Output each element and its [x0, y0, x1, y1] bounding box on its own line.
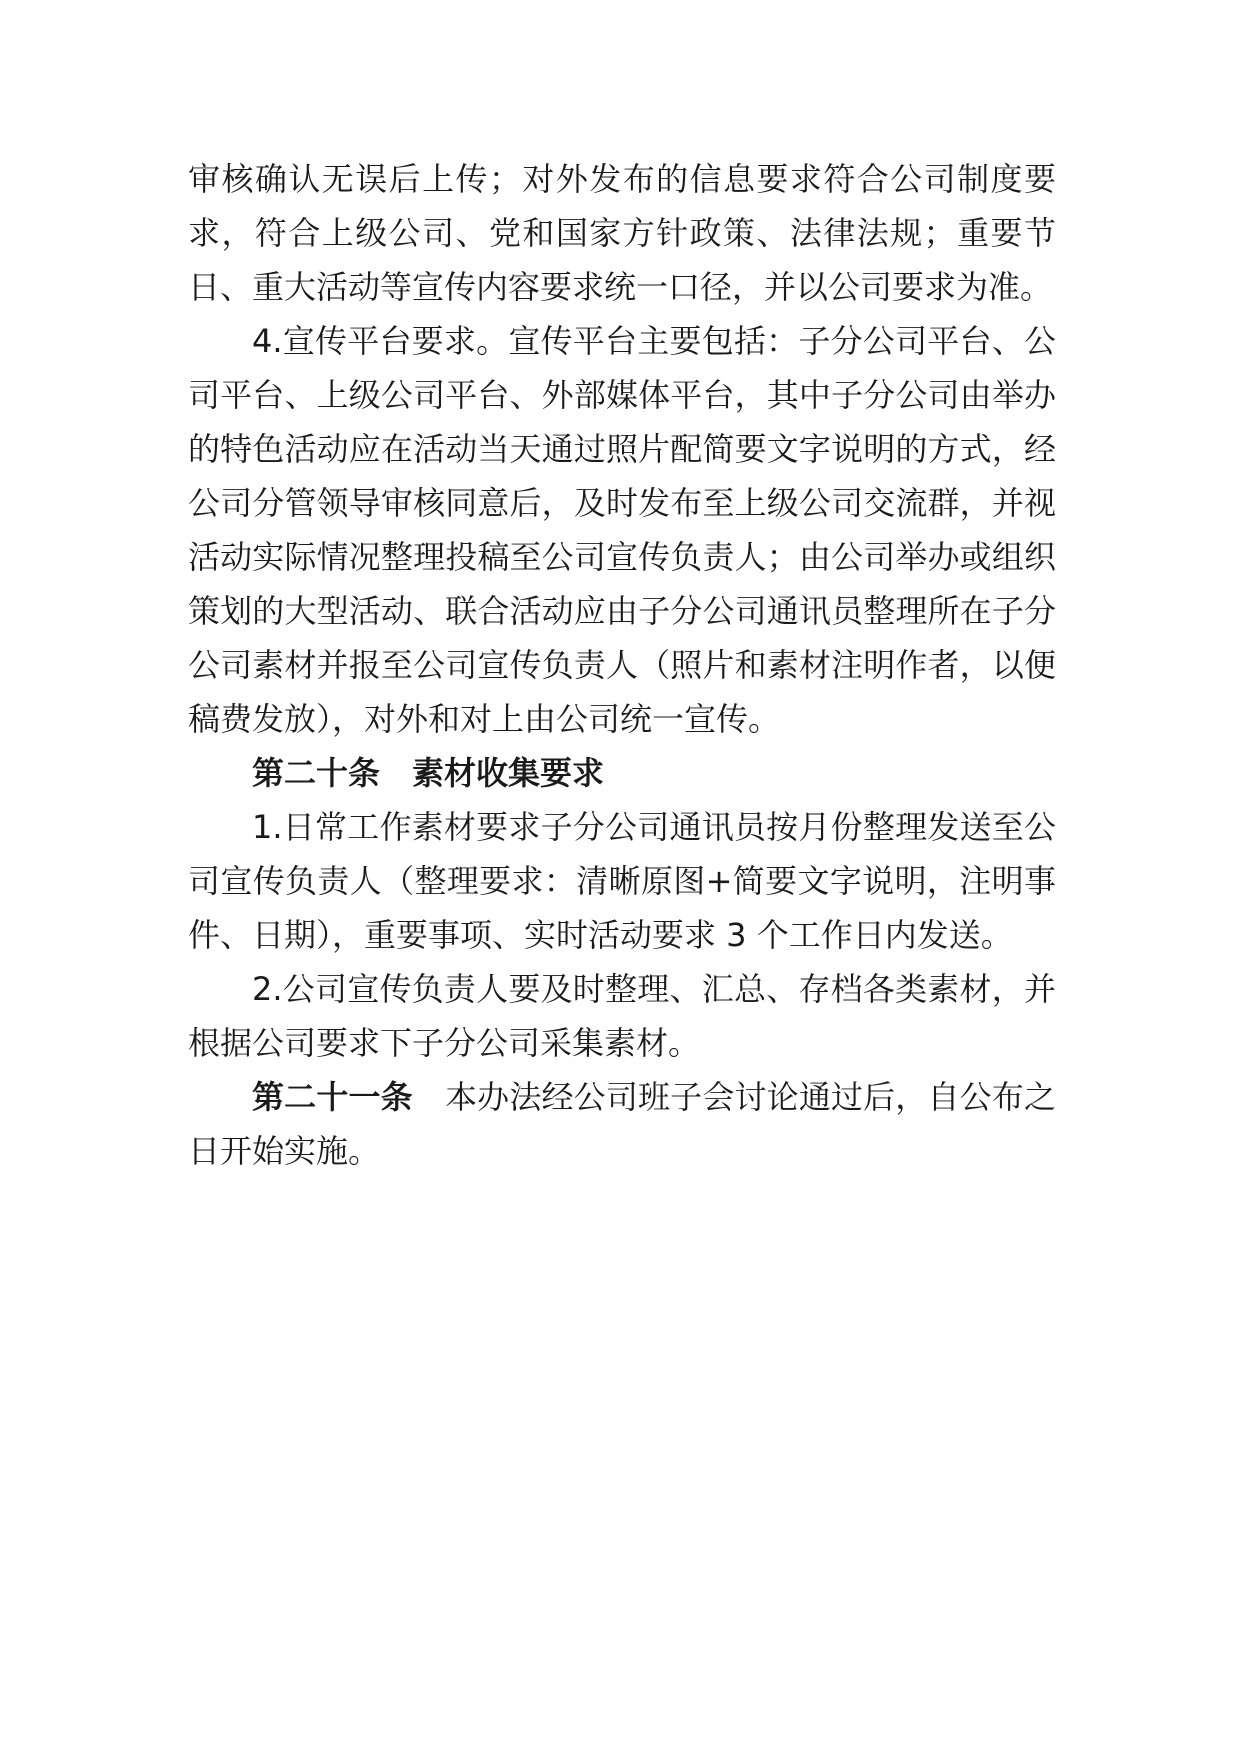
- document-body: [188, 152, 1056, 1178]
- paragraph-publication-review: 审核确认无误后上传；对外发布的信息要求符合公司制度要求，符合上级公司、党和国家方针政策、法律法规；重要节日、重大活动等宣传内容要求统一口径，并以公司要求为准。: [188, 160, 1056, 306]
- article-21-number: 第二十一条: [252, 1078, 413, 1116]
- article-20-item-1: 1.日常工作素材要求子分公司通讯员按月份整理发送至公司宣传负责人（整理要求：清晰原图+简要文字说明，注明事件、日期），重要事项、实时活动要求 3 个工作日内发送。: [188, 808, 1056, 954]
- article-20-item-2: 2.公司宣传负责人要及时整理、汇总、存档各类素材，并根据公司要求下子分公司采集素材。: [188, 970, 1056, 1062]
- article-20-title: 素材收集要求: [412, 754, 605, 792]
- article-20-heading: [188, 746, 1056, 800]
- article-20-number: 第二十条: [252, 754, 381, 792]
- paragraph-platform-requirements: 4.宣传平台要求。宣传平台主要包括：子分公司平台、公司平台、上级公司平台、外部媒体平台，其中子分公司由举办的特色活动应在活动当天通过照片配简要文字说明的方式，经公司分管领导审核同意后，及时发布至上级公司交流群，并视活动实际情况整理投稿至公司宣传负责人；由公司举办或组织策划的大型活动、联合活动应由子分公司通讯员整理所在子分公司素材并报至公司宣传负责人（照片和素材注明作者，以便稿费发放），对外和对上由公司统一宣传。: [188, 322, 1056, 738]
- article-21: [188, 1070, 1056, 1178]
- article-21-text: 本办法经公司班子会讨论通过后，自公布之日开始实施。: [188, 1078, 1056, 1170]
